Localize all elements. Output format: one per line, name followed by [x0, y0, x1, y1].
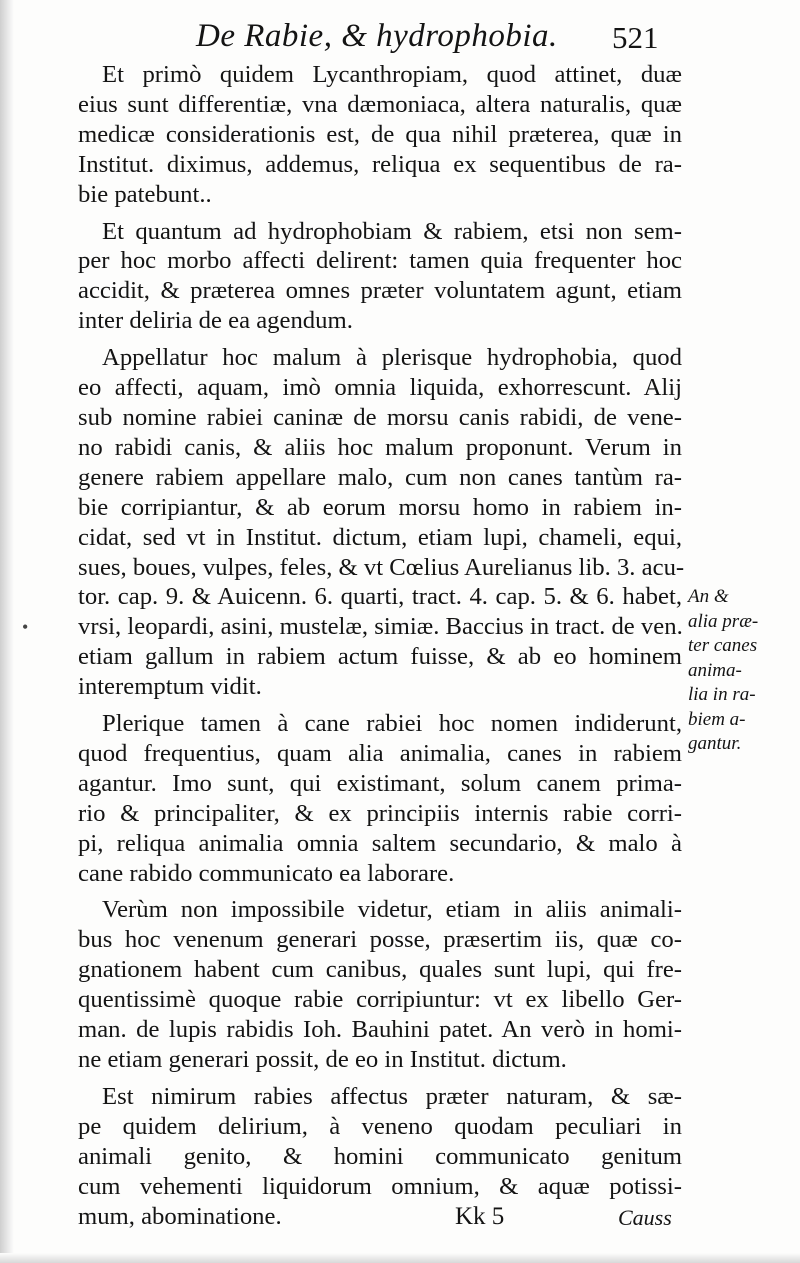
page-bottom-shadow [0, 1253, 800, 1263]
marginal-note-line: ter canes [688, 635, 758, 656]
text-line: cidat, sed vt in Institut. dictum, etiam lupi, chameli, equi, [78, 523, 682, 551]
catchword: Causs [618, 1205, 672, 1230]
text-line: bie corripiantur, & ab eorum morsu homo in rabiem in- [78, 493, 682, 521]
text-line: no rabidi canis, & aliis hoc malum proponunt. Verum in [78, 433, 682, 461]
text-line: animali genito, & homini communicato genitum [78, 1142, 682, 1170]
text-line: bie patebunt.. [78, 180, 212, 208]
text-line: vrsi, leopardi, asini, mustelæ, simiæ. Baccius in tract. de ven. [78, 613, 683, 641]
paragraph [78, 217, 682, 337]
marginal-note-line: An & [688, 586, 729, 607]
marginal-note [688, 585, 798, 757]
paragraph [78, 709, 682, 888]
text-line: tor. cap. 9. & Auicenn. 6. quarti, tract. 4. cap. 5. & 6. habet, [78, 583, 682, 611]
text-line: Et quantum ad hydrophobiam & rabiem, etsi non sem- [102, 217, 682, 245]
running-title: De Rabie, & hydrophobia. [196, 18, 558, 54]
text-line: medicæ considerationis est, de qua nihil præterea, quæ in [78, 120, 682, 148]
text-line: accidit, & præterea omnes præter voluntatem agunt, etiam [78, 277, 682, 305]
text-line: quod frequentius, quam alia animalia, canes in rabiem [78, 739, 682, 767]
text-line: sues, boues, vulpes, feles, & vt Cœlius Aurelianus lib. 3. acu- [78, 553, 685, 581]
text-line: eius sunt differentiæ, vna dæmoniaca, altera naturalis, quæ [78, 90, 682, 118]
text-line: quentissimè quoque rabie corripiuntur: vt ex libello Ger- [78, 986, 682, 1014]
text-line: cane rabido communicato ea laborare. [78, 859, 455, 887]
running-head [0, 18, 800, 58]
page-number: 521 [612, 20, 659, 55]
text-line: man. de lupis rabidis Ioh. Bauhini patet. An verò in homi- [78, 1016, 682, 1044]
text-line: agantur. Imo sunt, qui existimant, solum canem prima- [78, 769, 682, 797]
stray-ink-mark: • [22, 617, 29, 637]
text-line: sub nomine rabiei caninæ de morsu canis rabidi, de vene- [78, 403, 682, 431]
marginal-note-line: biem a- [688, 708, 746, 730]
marginal-note-line: anima- [688, 659, 742, 681]
signature-mark: Kk 5 [455, 1203, 505, 1230]
text-line: Plerique tamen à cane rabiei hoc nomen indiderunt, [102, 710, 682, 738]
text-line: Verùm non impossibile videtur, etiam in aliis animali- [102, 896, 682, 924]
text-line: per hoc morbo affecti delirent: tamen quia frequenter hoc [78, 247, 682, 275]
text-line: genere rabiem appellare malo, cum non canes tantùm ra- [78, 463, 682, 491]
text-line: eo affecti, aquam, imò omnia liquida, exhorrescunt. Alij [78, 374, 682, 402]
text-line: etiam gallum in rabiem actum fuisse, & ab eo hominem [78, 643, 682, 671]
paragraph [78, 60, 682, 210]
text-line: gnationem habent cum canibus, quales sunt lupi, qui fre- [78, 956, 682, 984]
paragraph [78, 1082, 682, 1232]
text-line: pi, reliqua animalia omnia saltem secundario, & malo à [78, 829, 682, 857]
text-line: Et primò quidem Lycanthropiam, quod attinet, duæ [102, 61, 682, 88]
text-line: Institut. diximus, addemus, reliqua ex sequentibus de ra- [78, 150, 682, 178]
marginal-note-line: alia præ- [688, 610, 759, 632]
text-line: cum vehementi liquidorum omnium, & aquæ potissi- [78, 1172, 682, 1200]
page-left-shadow [0, 0, 14, 1263]
text-line: Appellatur hoc malum à plerisque hydrophobia, quod [102, 344, 682, 372]
text-line: inter deliria de ea agendum. [78, 307, 353, 335]
text-line: rio & principaliter, & ex principiis internis rabie corri- [78, 799, 682, 827]
text-line: bus hoc venenum generari posse, præsertim iis, quæ co- [78, 926, 682, 954]
text-line: pe quidem delirium, à veneno quodam peculiari in [78, 1112, 682, 1140]
text-line: interemptum vidit. [78, 673, 262, 701]
marginal-note-line: lia in ra- [688, 684, 756, 705]
paragraph [78, 343, 685, 702]
body-text [78, 60, 685, 1238]
text-line: Est nimirum rabies affectus præter naturam, & sæ- [102, 1082, 682, 1110]
text-line: ne etiam generari possit, de eo in Institut. dictum. [78, 1046, 567, 1073]
paragraph [78, 895, 682, 1074]
text-line: mum, abominatione. [78, 1202, 282, 1230]
marginal-note-line: gantur. [688, 733, 742, 754]
